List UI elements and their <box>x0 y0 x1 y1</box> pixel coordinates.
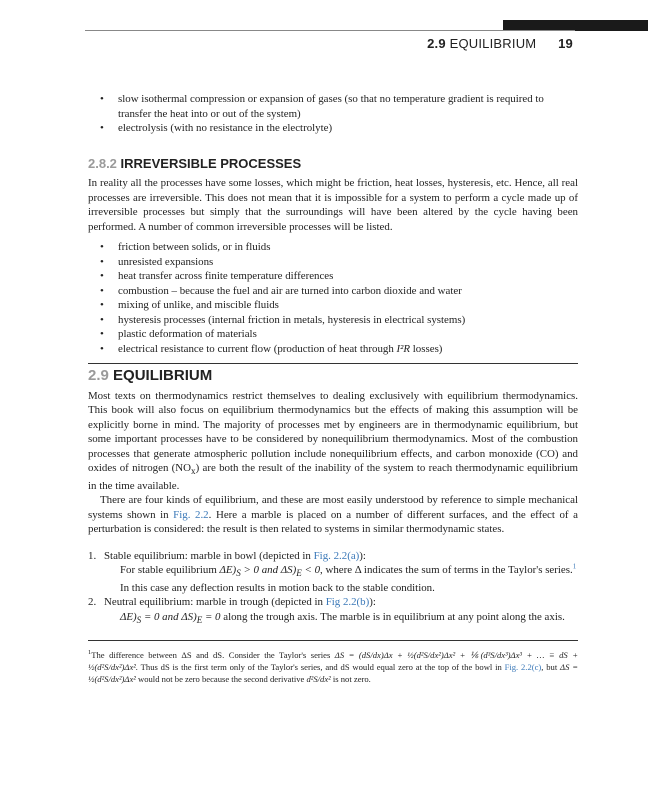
list-item <box>88 342 578 357</box>
text: For stable equilibrium <box>120 564 220 577</box>
running-head <box>427 36 573 51</box>
irreversible-process-list <box>88 240 578 356</box>
math-sub: S <box>236 568 241 579</box>
text: would not be zero because the second derivative <box>135 673 307 684</box>
footnote-marker: 1 <box>88 648 92 656</box>
running-head-title: EQUILIBRIUM <box>449 36 537 51</box>
text: is not zero. <box>330 673 371 684</box>
list-item: • electrolysis (with no resistance in the electrolyte) <box>88 121 578 136</box>
figure-link[interactable]: Fig. 2.2(c) <box>504 661 542 672</box>
section-number: 2.9 <box>88 367 109 384</box>
math-sub: E <box>196 615 203 626</box>
text: There are four kinds of equilibrium, and these are most easily understood by reference to simple mechanical systems shown in <box>88 494 578 521</box>
section-title: EQUILIBRIUM <box>113 367 213 384</box>
math-expression: d²S/dx² <box>306 673 331 684</box>
footnote-ref[interactable]: 1 <box>572 562 577 571</box>
text: . Here a marble is placed on a number of different surfaces, and the effect of a perturbation is considered: the result is then related to systems in similar thermodynamic states. <box>88 508 578 536</box>
neutral-condition <box>104 610 578 628</box>
text: , where Δ indicates the sum of terms in the Taylor's series. <box>320 564 573 577</box>
list-item: • plastic deformation of materials <box>88 327 578 342</box>
text: Neutral equilibrium: marble in trough (depicted in <box>104 596 326 609</box>
list-item: • slow isothermal compression or expansion of gases (so that no temperature gradient is required to transfer the heat into or out of the system) <box>88 92 578 121</box>
math: < 0 <box>301 564 321 577</box>
footnote <box>88 649 578 685</box>
item-number: 1. <box>88 549 97 562</box>
math: = 0 <box>202 610 221 623</box>
item-number: 2. <box>88 596 97 609</box>
list-item: • unresisted expansions <box>88 255 578 270</box>
math: > 0 and ΔS) <box>240 564 297 577</box>
text: Thus dS is the first term only of the Taylor's series, and dS would equal zero at the top of the bowl in <box>138 661 505 672</box>
math-i2r: I²R <box>396 342 411 355</box>
math: = 0 and ΔS) <box>141 610 197 623</box>
subscript-x: x <box>191 466 196 477</box>
page-number: 19 <box>558 36 573 51</box>
section-title: IRREVERSIBLE PROCESSES <box>120 155 302 171</box>
text: along the trough axis. The marble is in equilibrium at any point along the axis. <box>220 610 565 623</box>
text: The difference between ΔS and dS. Consider the Taylor's series <box>91 649 335 660</box>
list-item: • friction between solids, or in fluids <box>88 240 578 255</box>
math: ΔE) <box>120 610 137 623</box>
figure-link[interactable]: Fig. 2.2 <box>173 508 209 521</box>
math-expression: ΔS = ½(d²S/dx²)Δx² <box>88 661 578 684</box>
list-item-text: electrical resistance to current flow (production of heat through <box>118 342 397 355</box>
list-item-stable <box>88 549 578 596</box>
section-rule <box>88 363 578 364</box>
running-head-number: 2.9 <box>427 36 446 51</box>
list-item: • heat transfer across finite temperature differences <box>88 269 578 284</box>
section-heading-2-9 <box>88 369 578 384</box>
page-body <box>88 92 578 685</box>
list-item: • hysteresis processes (internal friction in metals, hysteresis in electrical systems) <box>88 313 578 328</box>
list-item: • combustion – because the fuel and air are turned into carbon dioxide and water <box>88 284 578 299</box>
math-expression <box>120 610 221 626</box>
figure-link[interactable]: Fig 2.2(b) <box>325 596 370 609</box>
math-sub: S <box>136 615 142 626</box>
footnote-rule <box>88 640 578 641</box>
math-expression <box>219 564 321 579</box>
text: Stable equilibrium: marble in bowl (depicted in <box>104 549 314 562</box>
irreversible-paragraph: In reality all the processes have some losses, which might be friction, heat losses, hysteresis, etc. Hence, all real processes are irreversible. This does not mean that it is impossible for a system to perform a cycle made up of irreversible processes but simply that the surroundings will have been altered by the cycle having been performed. A number of common irreversible processes will be listed. <box>88 177 578 233</box>
list-item-neutral <box>88 595 578 627</box>
list-item: • mixing of unlike, and miscible fluids <box>88 298 578 313</box>
section-number: 2.8.2 <box>88 155 117 171</box>
taylor-series: ΔS = (dS/dx)Δx + ½(d²S/dx²)Δx² + ⅙(d³S/dx³)Δx³ + … ≡ dS + ½(d²S/dx²)Δx². <box>88 649 578 672</box>
figure-link[interactable]: Fig. 2.2(a) <box>313 549 360 562</box>
stable-condition <box>104 563 578 581</box>
math-sub: E <box>296 568 302 579</box>
text: Most texts on thermodynamics restrict themselves to dealing exclusively with equilibrium thermodynamics. This book will also focus on equilibrium thermodynamics but the effects of making this assumption will be explicitly borne in mind. The majority of processes met by engineers are in thermodynamic equilibrium, but some important processes have to be considered by nonequilibrium thermodynamics. Most of the combustion processes that generate atmospheric pollution include nonequilibrium effects, and carbon monoxide (CO) and oxides of nitrogen (NO <box>88 389 578 474</box>
equilibrium-paragraph-2 <box>88 493 578 537</box>
header-rule <box>85 30 575 31</box>
reversible-process-list <box>88 92 578 136</box>
math: ΔE) <box>219 564 237 577</box>
stable-note: In this case any deflection results in motion back to the stable condition. <box>120 581 435 594</box>
equilibrium-types-list <box>88 549 578 628</box>
text: ): <box>369 596 376 609</box>
text: , but <box>541 661 561 672</box>
list-item-text: losses) <box>410 342 443 355</box>
text: ): <box>359 549 366 562</box>
text: ) are both the result of the inability of the system to reach thermodynamic equilibrium in the time available. <box>88 462 578 492</box>
section-heading-2-8-2 <box>88 157 578 172</box>
equilibrium-paragraph-1 <box>88 389 578 494</box>
